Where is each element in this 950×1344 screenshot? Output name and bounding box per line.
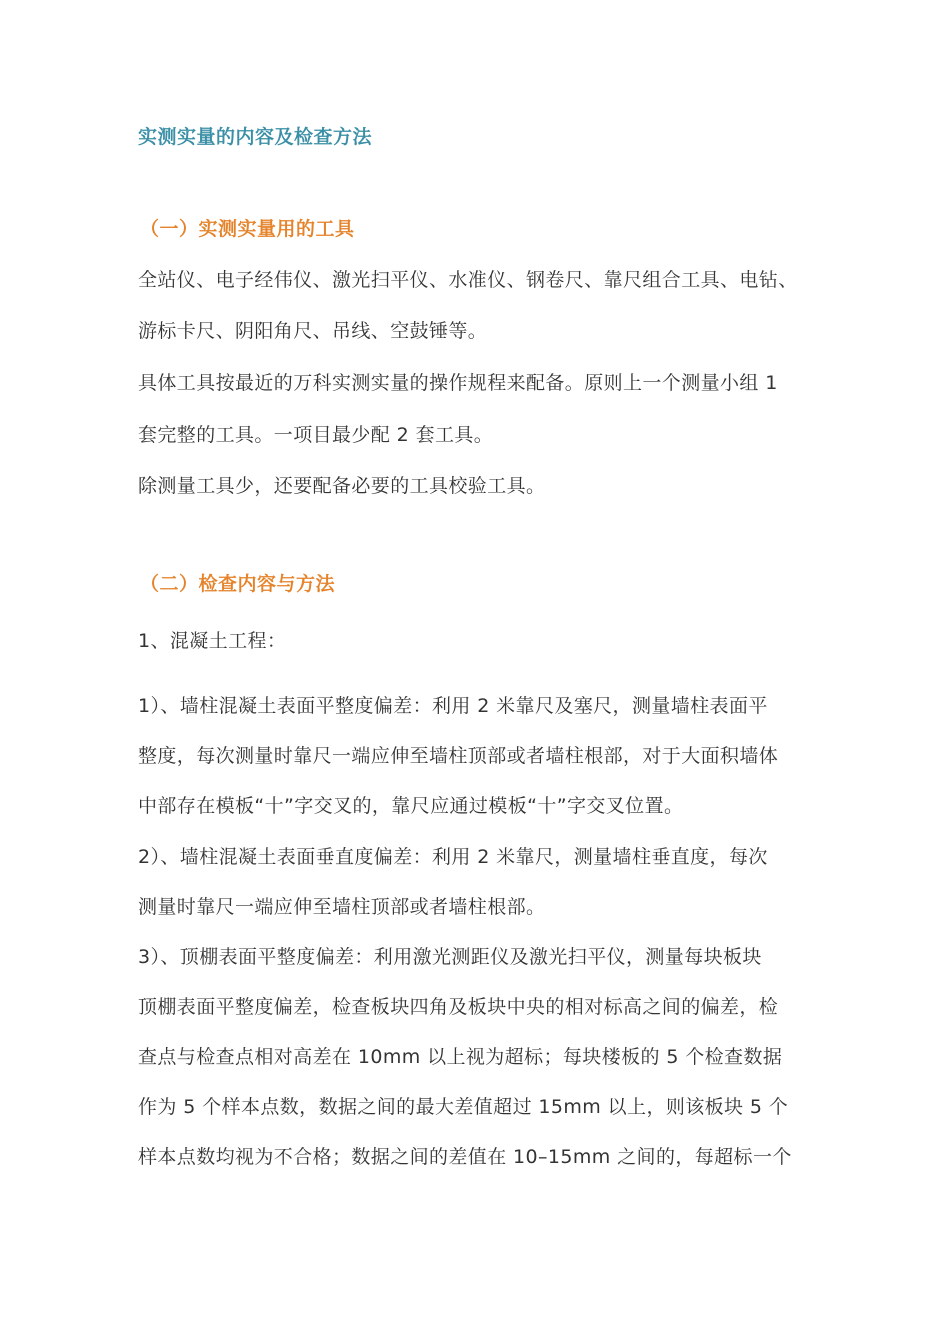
paragraph-line: 整度，每次测量时靠尺一端应伸至墙柱顶部或者墙柱根部，对于大面积墙体 xyxy=(138,745,779,767)
paragraph-line: 套完整的工具。一项目最少配 2 套工具。 xyxy=(138,424,494,446)
paragraph-line: 具体工具按最近的万科实测实量的操作规程来配备。原则上一个测量小组 1 xyxy=(138,372,778,394)
paragraph-line: 测量时靠尺一端应伸至墙柱顶部或者墙柱根部。 xyxy=(138,896,546,918)
paragraph-line: 作为 5 个样本点数，数据之间的最大差值超过 15mm 以上，则该板块 5 个 xyxy=(138,1096,789,1118)
document-title: 实测实量的内容及检查方法 xyxy=(138,126,373,148)
paragraph-line: 中部存在模板“十”字交叉的，靠尺应通过模板“十”字交叉位置。 xyxy=(138,795,684,817)
section-heading-tools: （一）实测实量用的工具 xyxy=(140,218,355,240)
paragraph-line: 除测量工具少，还要配备必要的工具校验工具。 xyxy=(138,475,546,497)
paragraph-line: 2）、墙柱混凝土表面垂直度偏差：利用 2 米靠尺，测量墙柱垂直度，每次 xyxy=(138,846,768,868)
paragraph-line: 顶棚表面平整度偏差，检查板块四角及板块中央的相对标高之间的偏差，检 xyxy=(138,996,779,1018)
paragraph-line: 查点与检查点相对高差在 10mm 以上视为超标；每块楼板的 5 个检查数据 xyxy=(138,1046,783,1068)
subheading-concrete: 1、混凝土工程： xyxy=(138,630,287,652)
paragraph-line: 游标卡尺、阴阳角尺、吊线、空鼓锤等。 xyxy=(138,320,488,342)
section-heading-methods: （二）检查内容与方法 xyxy=(140,573,336,595)
paragraph-line: 全站仪、电子经伟仪、激光扫平仪、水准仪、钢卷尺、靠尺组合工具、电钻、 xyxy=(138,269,798,291)
paragraph-line: 样本点数均视为不合格；数据之间的差值在 10–15mm 之间的，每超标一个 xyxy=(138,1146,792,1168)
paragraph-line: 3）、顶棚表面平整度偏差：利用激光测距仪及激光扫平仪，测量每块板块 xyxy=(138,946,762,968)
paragraph-line: 1）、墙柱混凝土表面平整度偏差：利用 2 米靠尺及塞尺，测量墙柱表面平 xyxy=(138,695,768,717)
